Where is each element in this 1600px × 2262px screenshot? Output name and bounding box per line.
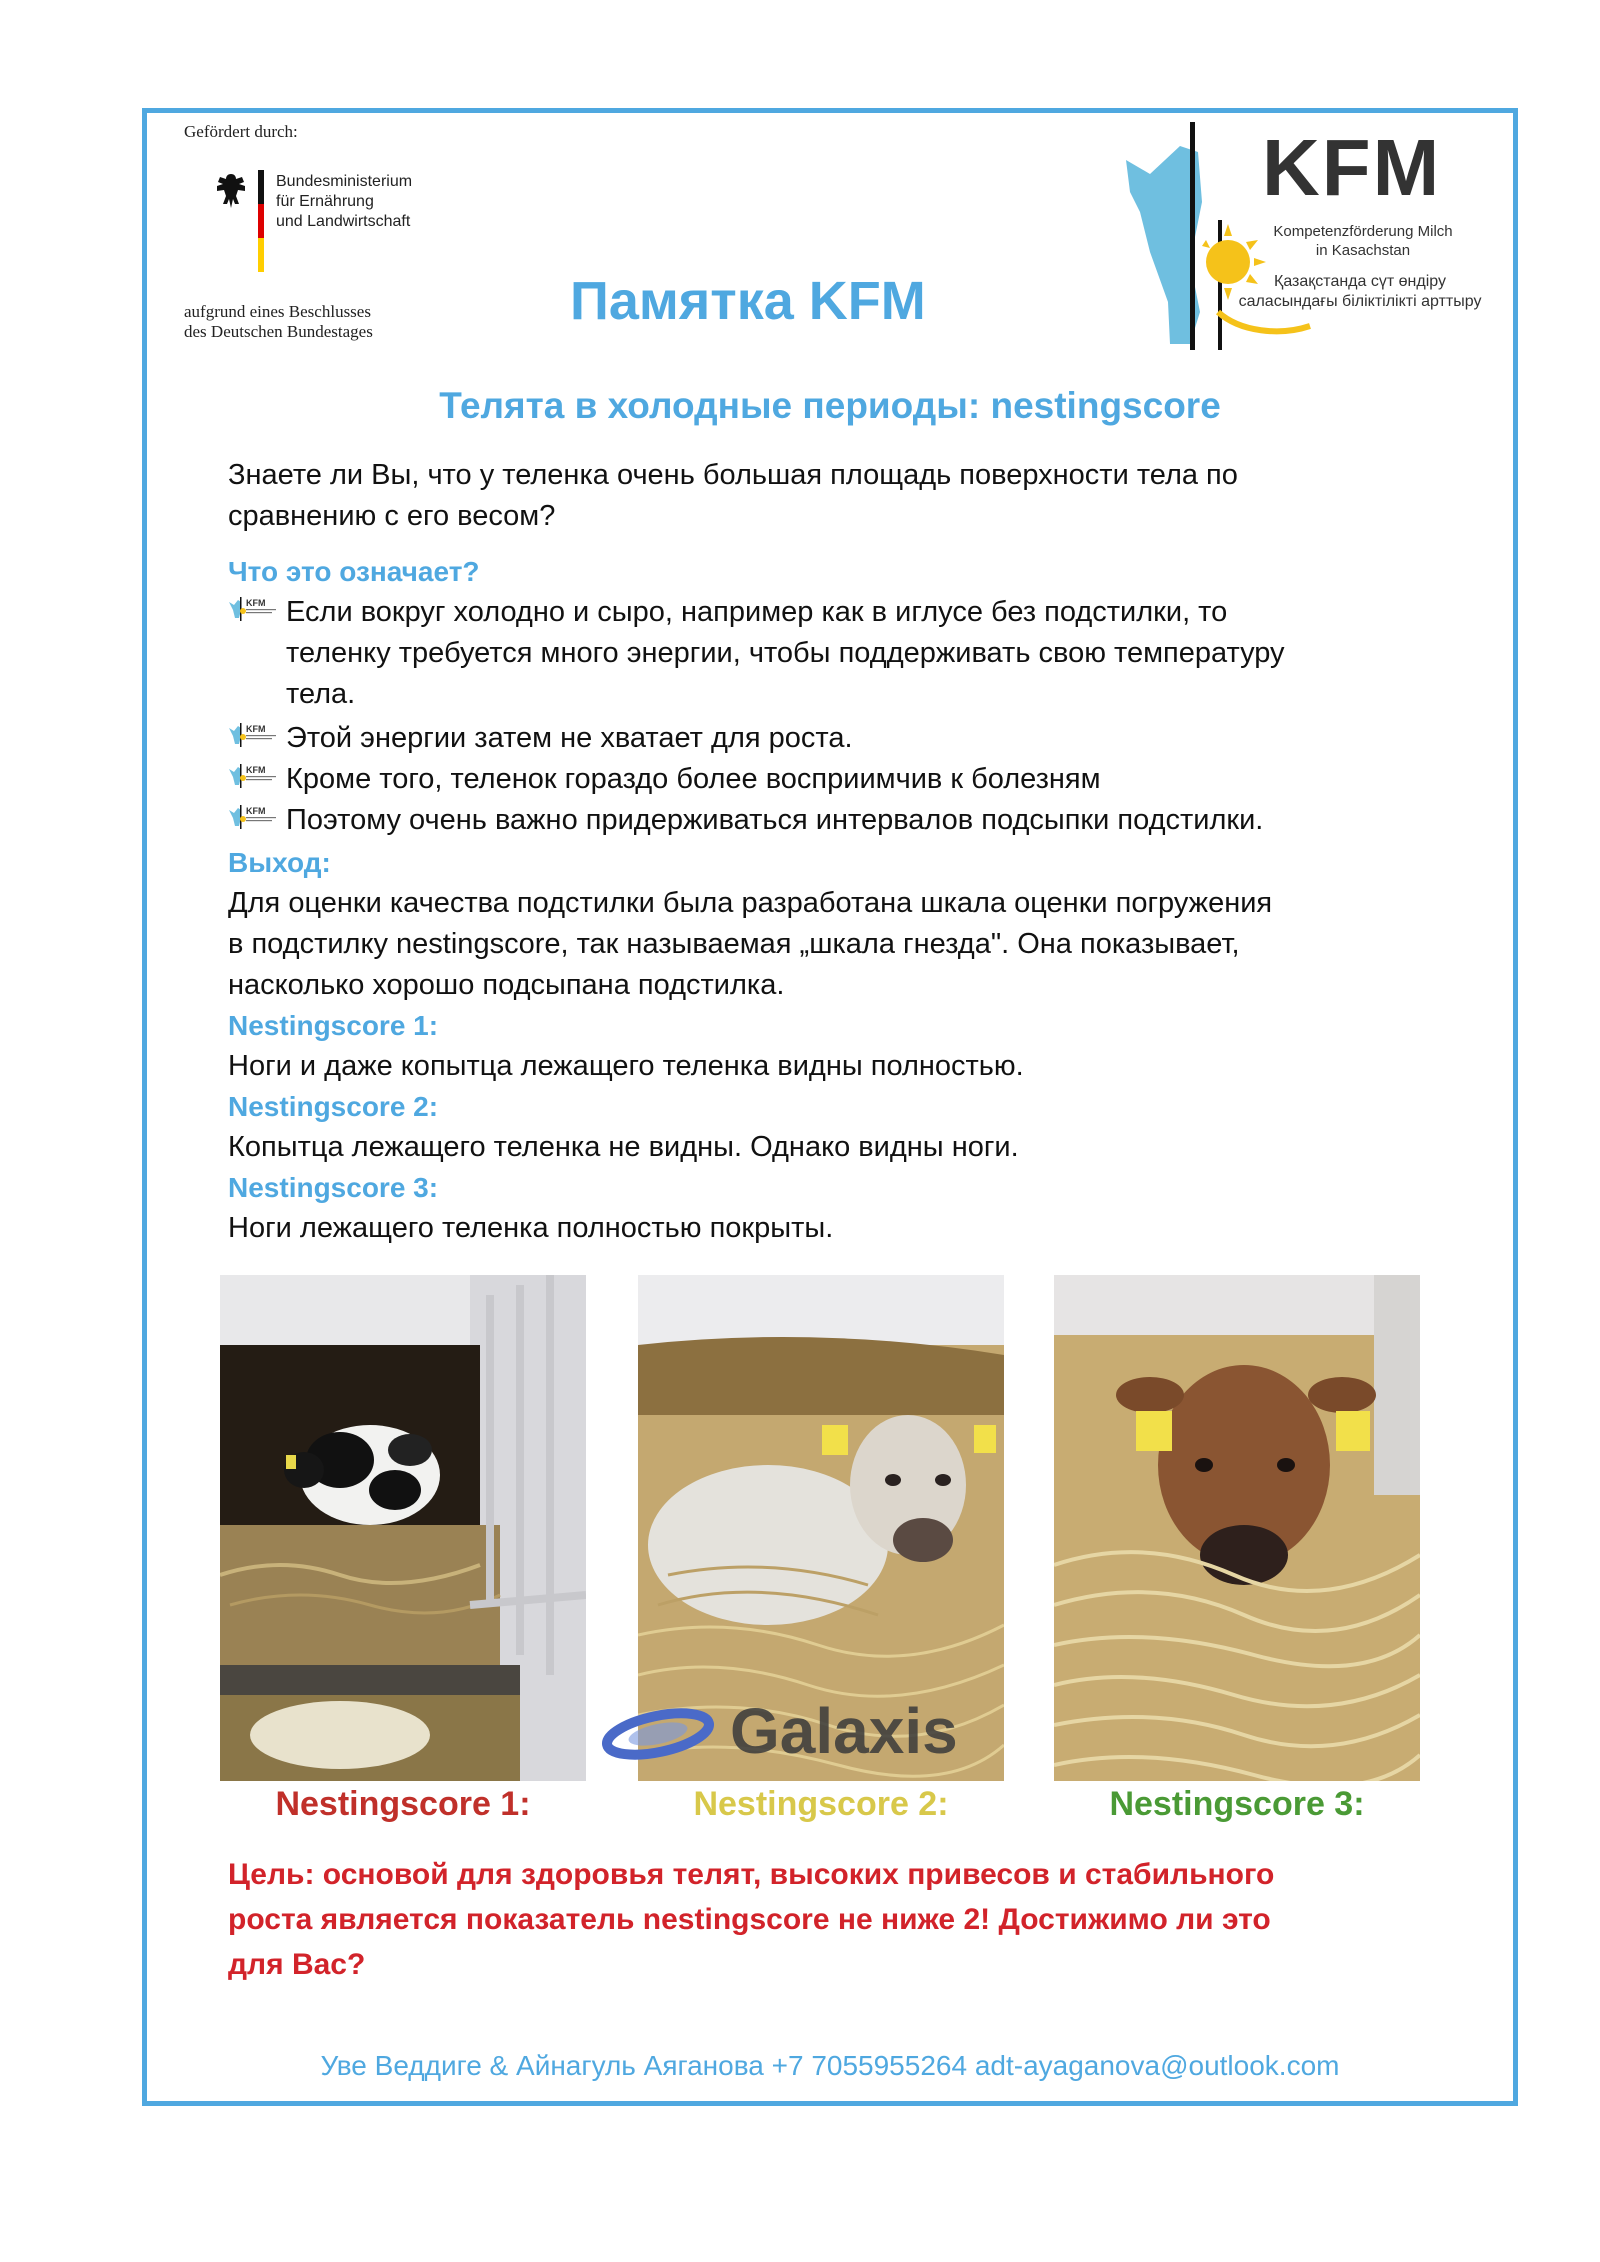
galaxis-logo-icon xyxy=(598,1700,728,1764)
svg-text:KFM: KFM xyxy=(246,598,266,608)
german-flag-stripe xyxy=(258,170,264,272)
kfm-logo-icon xyxy=(228,596,280,622)
list-item: KFM Этой энергии затем не хватает для роста. xyxy=(228,718,1428,759)
ministry-name: Bundesministerium für Ernährung und Landwirtschaft xyxy=(276,173,413,230)
nestingscore-1-heading: Nestingscore 1: xyxy=(228,1010,439,1041)
section-subtitle: Телята в холодные периоды: nestingscore xyxy=(439,385,1221,426)
list-item: KFM Поэтому очень важно придерживаться интервалов подсыпки подстилки. xyxy=(228,800,1428,841)
nestingscore-2-text: Копытца лежащего теленка не видны. Однако видны ноги. xyxy=(228,1131,1019,1163)
list-item: KFM Кроме того, теленок гораздо более восприимчив к болезням xyxy=(228,759,1428,800)
output-paragraph: Для оценки качества подстилки была разработана шкала оценки погружения в подстилку nestingscore, так называемая „шкала гнезда". Она показывает, насколько хорошо подсыпана подстилка. xyxy=(228,887,1273,1001)
calf-photo-score-3 xyxy=(1054,1275,1420,1781)
eagle-icon xyxy=(214,172,248,210)
kfm-logo-icon xyxy=(228,804,280,830)
calf-photo-score-1 xyxy=(220,1275,586,1781)
caption-score-3: Nestingscore 3: xyxy=(1109,1785,1365,1823)
contact-footer: Уве Веддиге & Айнагуль Аяганова +7 7055955264 adt-ayaganova@outlook.com xyxy=(320,2050,1340,2081)
caption-score-2: Nestingscore 2: xyxy=(693,1785,949,1823)
svg-text:KFM: KFM xyxy=(246,806,266,816)
bundestag-note: aufgrund eines Beschlusses des Deutschen Bundestages xyxy=(184,302,373,341)
nestingscore-2-heading: Nestingscore 2: xyxy=(228,1091,439,1122)
kfm-logo-text: KFM xyxy=(1262,123,1442,212)
kfm-kazakh-subtitle: Қазақстанда сүт өндіру саласындағы біліктілікті арттыру xyxy=(1238,273,1482,310)
funded-by-label: Gefördert durch: xyxy=(184,122,298,141)
watermark xyxy=(598,1692,1058,1772)
nestingscore-3-text: Ноги лежащего теленка полностью покрыты. xyxy=(228,1212,834,1244)
caption-score-1: Nestingscore 1: xyxy=(275,1785,531,1823)
page-title: Памятка KFM xyxy=(570,271,926,331)
kfm-logo-icon xyxy=(228,763,280,789)
svg-text:KFM: KFM xyxy=(246,724,266,734)
output-heading: Выход: xyxy=(228,847,331,878)
watermark-text: Galaxis xyxy=(730,1695,958,1767)
kfm-subtitle: Kompetenzförderung Milch in Kasachstan xyxy=(1273,223,1453,259)
meaning-heading: Что это означает? xyxy=(228,556,480,587)
nestingscore-1-text: Ноги и даже копытца лежащего теленка видны полностью. xyxy=(228,1050,1024,1082)
nestingscore-3-heading: Nestingscore 3: xyxy=(228,1172,439,1203)
intro-paragraph: Знаете ли Вы, что у теленка очень большая площадь поверхности тела по сравнению с его весом? xyxy=(228,459,1238,532)
svg-text:KFM: KFM xyxy=(246,765,266,775)
list-item: KFM Если вокруг холодно и сыро, например как в иглусе без подстилки, то теленку требуется много энергии, чтобы поддерживать свою температуру тела. xyxy=(228,592,1428,715)
goal-statement: Цель: основой для здоровья телят, высоких привесов и стабильного роста является показатель nestingscore не ниже 2! Достижимо ли это для Вас? xyxy=(228,1858,1275,1981)
kfm-logo-icon xyxy=(228,722,280,748)
